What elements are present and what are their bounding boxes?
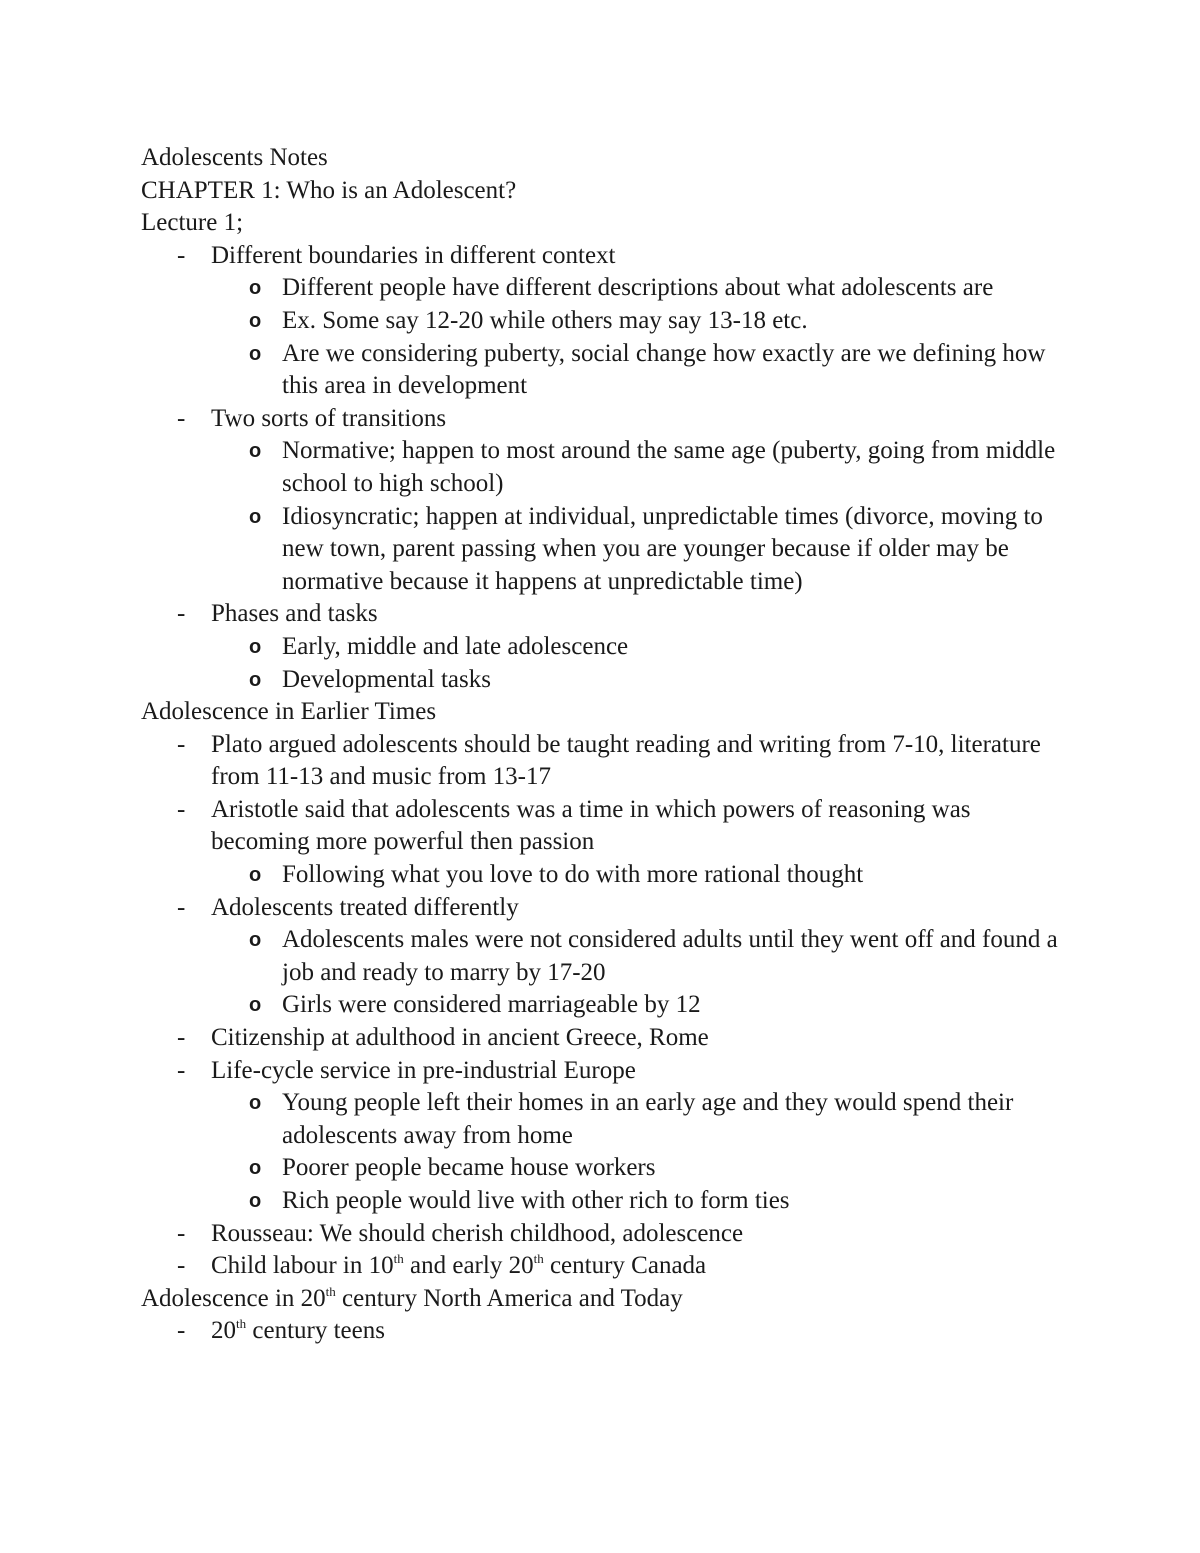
superscript: th xyxy=(533,1251,544,1267)
circle-bullet: o xyxy=(249,668,262,691)
circle-bullet: o xyxy=(249,1092,262,1115)
circle-bullet: o xyxy=(249,635,262,658)
text-fragment: Adolescence in 20 xyxy=(141,1284,326,1312)
sub-bullet-text: Adolescents males were not considered adults until they went off and found a job and ready to marry by 17-20 xyxy=(282,926,1058,986)
bullet-text: Adolescents treated differently xyxy=(211,893,519,921)
list-item xyxy=(211,1087,1072,1152)
list-item xyxy=(141,892,1071,1022)
dash-bullet: - xyxy=(177,241,186,269)
list-item xyxy=(211,664,1071,697)
bullet-text: Aristotle said that adolescents was a time in which powers of reasoning was becoming more powerful then passion xyxy=(211,795,971,856)
document-title: Adolescents Notes xyxy=(141,144,328,171)
dash-bullet: - xyxy=(177,1317,186,1345)
section-heading: Adolescence in Earlier Times xyxy=(141,698,437,726)
dash-bullet: - xyxy=(177,1219,186,1247)
sub-bullet-text: Rich people would live with other rich to form ties xyxy=(282,1187,790,1214)
text-fragment: 20 xyxy=(211,1317,236,1345)
sub-bullet-list xyxy=(211,631,1071,696)
text-fragment: century Canada xyxy=(543,1252,707,1280)
circle-bullet: o xyxy=(249,929,262,952)
notes-document xyxy=(141,142,1071,1348)
list-item xyxy=(211,435,1072,500)
chapter-heading: CHAPTER 1: Who is an Adolescent? xyxy=(141,176,517,204)
sub-bullet-text: Poorer people became house workers xyxy=(282,1154,656,1182)
list-item xyxy=(141,1055,1071,1218)
list-item xyxy=(211,631,1071,664)
list-item xyxy=(141,1022,1071,1055)
text-fragment: century North America and Today xyxy=(335,1284,683,1312)
sub-bullet-list xyxy=(211,859,1071,892)
text-fragment: and early 20 xyxy=(403,1252,534,1280)
bullet-text: Rousseau: We should cherish childhood, adolescence xyxy=(211,1219,744,1247)
circle-bullet: o xyxy=(249,1157,262,1180)
sub-bullet-text: Early, middle and late adolescence xyxy=(282,632,629,660)
list-item xyxy=(211,859,1071,892)
sub-bullet-text: Developmental tasks xyxy=(282,665,491,693)
superscript: th xyxy=(236,1316,247,1332)
circle-bullet: o xyxy=(249,1190,262,1212)
circle-bullet: o xyxy=(249,277,262,300)
sub-bullet-text: Ex. Some say 12-20 while others may say 13-18 etc. xyxy=(282,306,808,334)
list-item xyxy=(211,305,1071,338)
sub-bullet-list xyxy=(211,1087,1071,1217)
text-fragment: century teens xyxy=(246,1317,385,1345)
sub-bullet-list xyxy=(211,435,1071,598)
bullet-text: Plato argued adolescents should be taught reading and writing from 7-10, literature from 11-13 and music from 13-17 xyxy=(211,730,1041,791)
child-labour-text xyxy=(211,1252,706,1279)
list-item xyxy=(211,989,1071,1022)
dash-bullet: - xyxy=(177,600,186,628)
list-item xyxy=(141,1250,1071,1283)
dash-bullet: - xyxy=(177,795,186,823)
bullet-text: Life-cycle service in pre-industrial Europe xyxy=(211,1056,636,1084)
sub-bullet-text: Are we considering puberty, social change how exactly are we defining how this area in development xyxy=(282,339,1046,400)
circle-bullet: o xyxy=(249,864,262,887)
dash-bullet: - xyxy=(177,1252,186,1280)
list-item xyxy=(141,1315,1071,1348)
list-item xyxy=(211,1152,1071,1185)
list-item xyxy=(141,240,1071,403)
sub-bullet-text: Idiosyncratic; happen at individual, unpredictable times (divorce, moving to new town, parent passing when you are younger because if older may be normative because it happens at unpredictable time) xyxy=(282,502,1043,595)
list-item xyxy=(211,338,1072,403)
circle-bullet: o xyxy=(249,342,262,365)
sub-bullet-text: Normative; happen to most around the same age (puberty, going from middle school to high school) xyxy=(282,437,1056,497)
circle-bullet: o xyxy=(249,505,262,528)
sub-bullet-text: Following what you love to do with more rational thought xyxy=(282,861,864,889)
bullet-text: Two sorts of transitions xyxy=(211,404,447,432)
lecture-bullet-list xyxy=(141,240,1071,696)
lecture-heading: Lecture 1; xyxy=(141,209,244,237)
list-item xyxy=(211,272,1072,305)
sub-bullet-text: Young people left their homes in an early age and they would spend their adolescents away from home xyxy=(282,1089,1014,1149)
sub-bullet-list xyxy=(211,924,1071,1022)
list-item xyxy=(211,924,1072,989)
bullet-text: Citizenship at adulthood in ancient Greece, Rome xyxy=(211,1024,709,1052)
list-item xyxy=(141,729,1071,794)
list-item xyxy=(141,403,1071,599)
list-item xyxy=(141,598,1071,696)
circle-bullet: o xyxy=(249,994,262,1017)
list-item xyxy=(141,1218,1071,1251)
earlier-times-list xyxy=(141,729,1071,1283)
dash-bullet: - xyxy=(177,893,186,921)
dash-bullet: - xyxy=(177,404,186,432)
circle-bullet: o xyxy=(249,440,262,463)
sub-bullet-list xyxy=(211,272,1071,402)
bullet-text: Different boundaries in different context xyxy=(211,241,616,269)
section-heading xyxy=(141,1283,1071,1316)
sub-bullet-text: Different people have different descriptions about what adolescents are xyxy=(282,274,994,302)
circle-bullet: o xyxy=(249,309,262,332)
text-fragment: Child labour in 10 xyxy=(211,1252,394,1280)
modern-list xyxy=(141,1315,1071,1348)
dash-bullet: - xyxy=(177,1024,186,1052)
list-item xyxy=(211,1185,1071,1218)
list-item xyxy=(141,794,1071,892)
superscript: th xyxy=(325,1283,336,1299)
sub-bullet-text: Girls were considered marriageable by 12 xyxy=(282,991,701,1019)
list-item xyxy=(211,501,1072,599)
dash-bullet: - xyxy=(177,730,186,758)
superscript: th xyxy=(393,1251,404,1267)
bullet-text xyxy=(211,1317,385,1344)
bullet-text: Phases and tasks xyxy=(211,600,378,628)
dash-bullet: - xyxy=(177,1056,186,1084)
